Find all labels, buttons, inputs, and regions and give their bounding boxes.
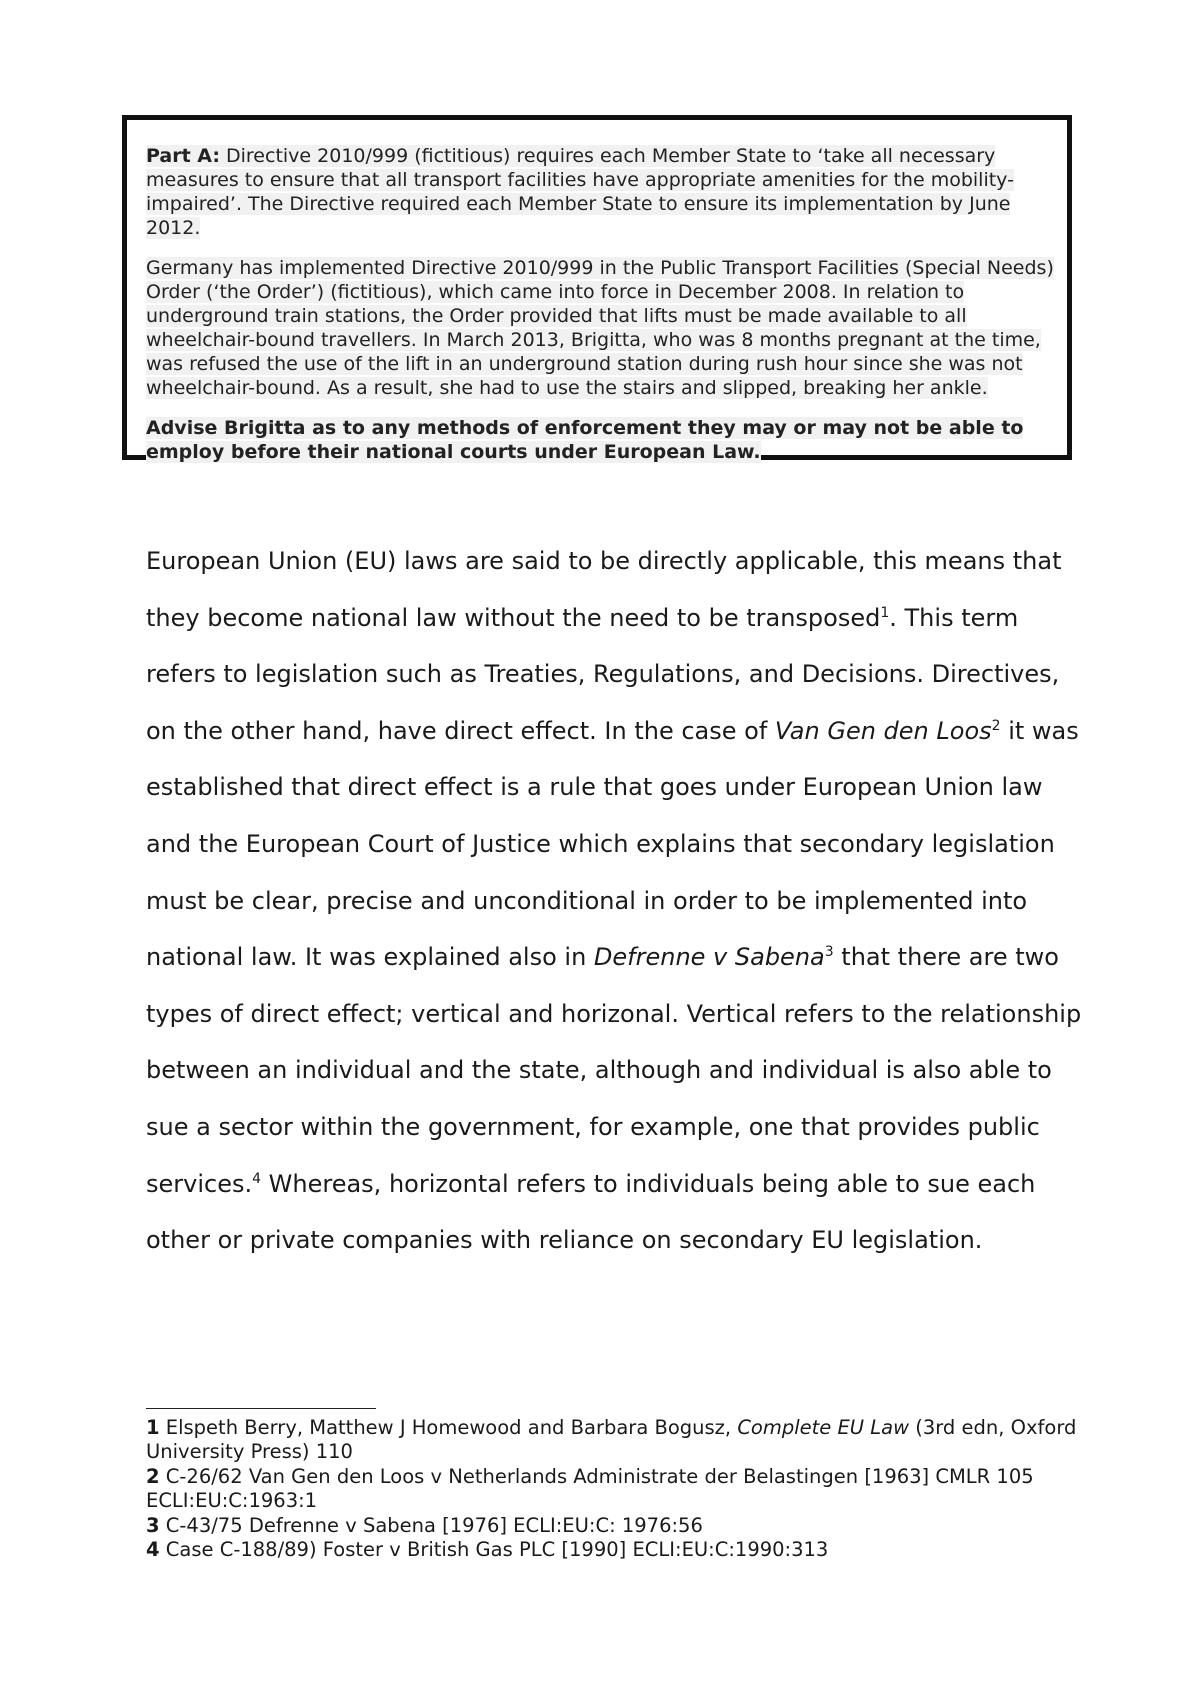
essay-body (146, 533, 1086, 1269)
question-text (146, 144, 1066, 464)
essay-paragraph (146, 533, 1086, 1269)
question-paragraph-1 (146, 144, 1066, 240)
essay-sentence-1: European Union (EU) laws are said to be directly applicable, this means that they become national law without the need to be transposed (146, 547, 1062, 632)
footnote-1: 1 Elspeth Berry, Matthew J Homewood and Barbara Bogusz, Complete EU Law (3rd edn, Oxford University Press) 110 (146, 1416, 1077, 1464)
footnotes (146, 1416, 1086, 1562)
essay-sentence-4: that there are two types of direct effect; vertical and horizonal. Vertical refers to the relationship between an individual and the state, although and individual is also able to sue a sector within the government, for example, one that provides public services. (146, 943, 1082, 1198)
question-paragraph-2 (146, 256, 1066, 400)
question-advise-text: Advise Brigitta as to any methods of enforcement they may or may not be able to employ before their national courts under European Law. (146, 417, 1024, 463)
footnote-ref-1: 1 (880, 604, 890, 621)
footnote-separator (146, 1408, 376, 1409)
question-paragraph-1-text: Directive 2010/999 (fictitious) requires each Member State to ‘take all necessary measures to ensure that all transport facilities have appropriate amenities for the mobility-impaired’. The Directive required each Member State to ensure its implementation by June 2012. (146, 145, 1014, 239)
footnote-ref-4: 4 (252, 1170, 262, 1187)
footnote-ref-2: 2 (991, 717, 1001, 734)
question-advise (146, 416, 1066, 464)
footnote-ref-3: 3 (824, 944, 834, 961)
case-name-van-gen-den-loos: Van Gen den Loos (774, 716, 992, 745)
case-name-defrenne-v-sabena: Defrenne v Sabena (593, 943, 825, 972)
essay-sentence-3: it was established that direct effect is a rule that goes under European Union law and the European Court of Justice which explains that secondary legislation must be clear, precise and unconditional in order to be implemented into national law. It was explained also in (146, 716, 1079, 972)
footnote-4: 4 Case C-188/89) Foster v British Gas PLC [1990] ECLI:EU:C:1990:313 (146, 1538, 829, 1562)
part-a-label: Part A: (146, 145, 220, 167)
question-paragraph-2-text: Germany has implemented Directive 2010/999 in the Public Transport Facilities (Special Needs) Order (‘the Order’) (fictitious), which came into force in December 2008. In relation to underground train stations, the Order provided that lifts must be made available to all wheelchair-bound travellers. In March 2013, Brigitta, who was 8 months pregnant at the time, was refused the use of the lift in an underground station during rush hour since she was not wheelchair-bound. As a result, she had to use the stairs and slipped, breaking her ankle. (146, 257, 1054, 399)
footnote-2: 2 C-26/62 Van Gen den Loos v Netherlands Administrate der Belastingen [1963] CMLR 105 ECLI:EU:C:1963:1 (146, 1464, 1034, 1513)
essay-sentence-2: . This term refers to legislation such as Treaties, Regulations, and Decisions. Directives, on the other hand, have direct effect. In the case of (146, 603, 1060, 745)
footnote-3: 3 C-43/75 Defrenne v Sabena [1976] ECLI:EU:C: 1976:56 (146, 1513, 703, 1537)
essay-sentence-5: Whereas, horizontal refers to individuals being able to sue each other or private companies with reliance on secondary EU legislation. (146, 1169, 1036, 1255)
